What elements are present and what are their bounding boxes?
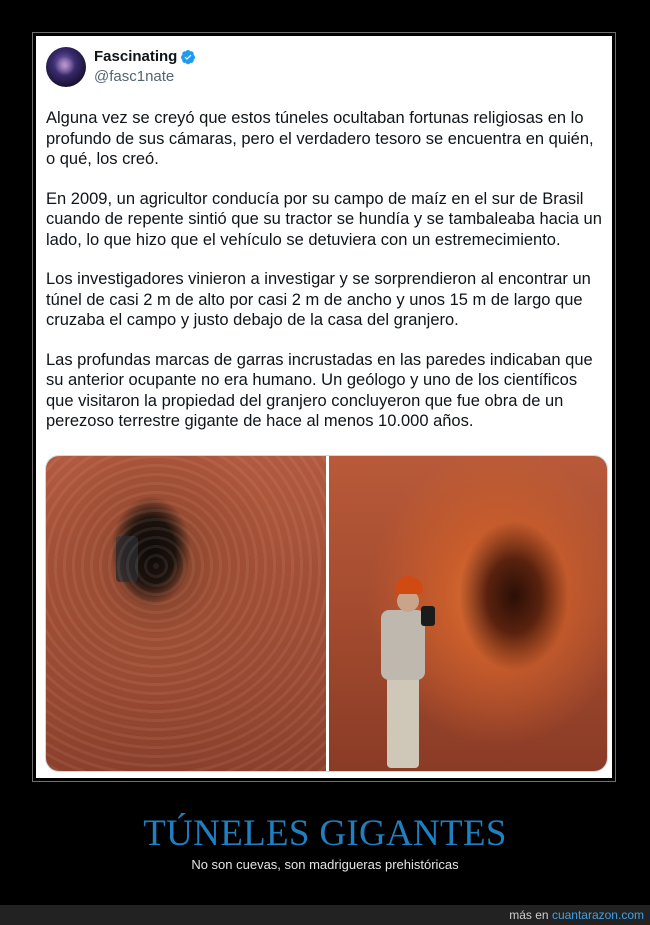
tweet-paragraph: Las profundas marcas de garras incrustadas en las paredes indicaban que su anterior ocupante no era humano. Un geólogo y uno de los científicos que visitaron la propiedad del granjero concluyeron que fue obra de un perezoso terrestre gigante de hace al menos 10.000 años. — [46, 350, 593, 430]
post-frame — [32, 32, 616, 782]
tweet-paragraph: En 2009, un agricultor conducía por su campo de maíz en el sur de Brasil cuando de repente sintió que su tractor se hundía y se tambaleaba hacia un lado, lo que hizo que el vehículo se detuviera con un estremecimiento. — [46, 189, 602, 249]
avatar[interactable] — [46, 47, 86, 87]
tweet-media — [45, 455, 608, 772]
tweet-paragraph: Alguna vez se creyó que estos túneles ocultaban fortunas religiosas en lo profundo de sus cámaras, pero el verdadero tesoro se encuentra en quién, o qué, los creó. — [46, 109, 594, 168]
tweet-card — [36, 36, 612, 778]
user-handle[interactable]: @fasc1nate — [94, 68, 175, 85]
site-link[interactable]: cuantarazon.com — [551, 908, 644, 922]
post-subtitle: No son cuevas, son madrigueras prehistóricas — [191, 857, 459, 872]
display-name[interactable]: Fascinating — [94, 48, 178, 65]
tweet-header — [46, 44, 602, 90]
bottom-bar — [0, 905, 650, 925]
author-names — [94, 47, 196, 87]
tunnel-photo-left[interactable] — [46, 456, 326, 771]
display-name-row — [94, 47, 196, 67]
post-title: TÚNELES GIGANTES — [143, 813, 507, 854]
tweet-body — [46, 108, 602, 432]
tunnel-photo-right[interactable] — [329, 456, 607, 771]
verified-badge-icon — [180, 49, 196, 65]
worker-figure — [377, 576, 429, 771]
tweet-paragraph: Los investigadores vinieron a investigar y se sorprendieron al encontrar un túnel de casi 2 m de alto por casi 2 m de ancho y unos 15 m de largo que cruzaba el campo y justo debajo de la casa del granjero. — [46, 270, 591, 329]
bottom-bar-prefix: más en — [509, 908, 552, 922]
